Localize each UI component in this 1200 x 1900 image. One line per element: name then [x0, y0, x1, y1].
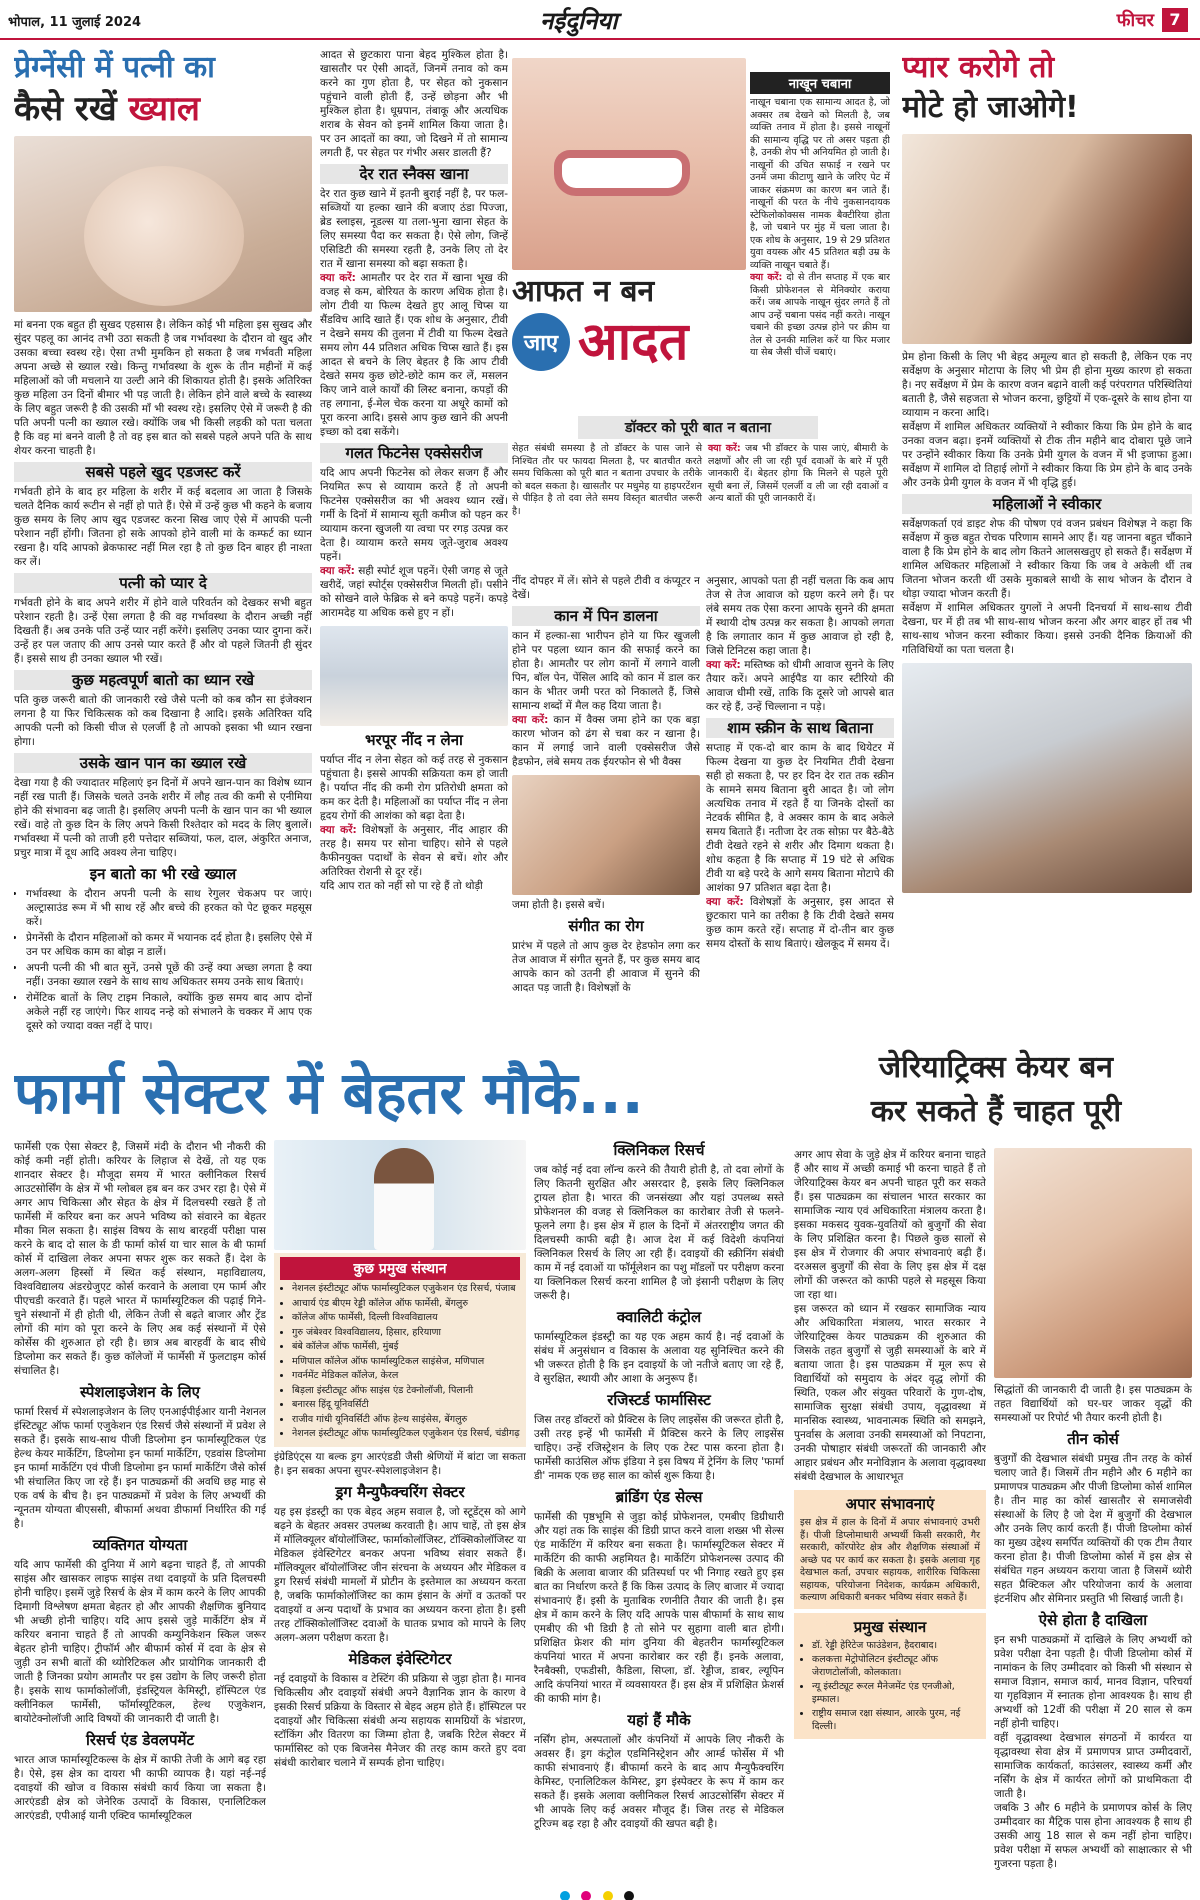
- tip-label: क्या करें:: [512, 714, 549, 726]
- sleeping-woman-photo: [320, 626, 508, 726]
- list-item: • गर्भावस्था के दौरान अपनी पत्नी के साथ रेगुलर चेकअप पर जाएं। अल्ट्रासाउंड रूम में भी साथ रहें और बच्चे की हरकत को पेट छूकर महसूस करें।: [26, 887, 312, 929]
- institutes-heading: कुछ प्रमुख संस्थान: [280, 1257, 520, 1280]
- pregnancy-para-diet: देखा गया है की ज्यादातर महिलाएं इन दिनों में अपने खान-पान का विशेष ध्यान नहीं रख पाती हैं। जिसके चलते उनके शरीर में लौह तत्व की कमी से एनीमिया होने की संभावना बढ़ जाती है। इसलिए अपनी पत्नी के खान पान का भी ख्याल रखें। वाहे तो कुछ दिन के लिए अपने किसी रिश्तेदार को मदद के लिए बुलालें। गर्भावस्था में पत्नी को ताजी हरी पत्तेदार सब्जियां, फल, दाल, अंकुरित अनाज, प्रचुर मात्रा में दूध आदि अवश्य लेना चाहिए।: [14, 777, 312, 859]
- love-para-2: सर्वेक्षण में शामिल अधिकतर व्यक्तियों ने स्वीकार किया कि प्रेम होने के बाद उनका वजन बढ़ा। इनमें व्यक्तियों से टीक तीन महीने बाद दोबारा पूछे जाने पर उन्होंने स्वीकार किया कि उनके प्रेमी युगल के वजन में भी इजाफा हुआ। सर्वेक्षण में शामिल दो तिहाई लोगों ने स्वीकार किया कि प्रेम होने के बाद उनके और उनके प्रेमी युगल के वजन में भी वृद्धि हुई।: [902, 421, 1192, 489]
- pregnancy-intro: मां बनना एक बहुत ही सुखद एहसास है। लेकिन कोई भी महिला इस सुखद और सुंदर पहलू का आनंद तभी उठा सकती है जब गर्भावस्था के दौरान वो खुद और उसका बच्चा स्वस्थ रहे। ऐसा तभी मुमकिन हो सकता है जब गर्भवती महिला अपना अच्छे से ख्याल रखे। किन्तु गर्भावस्था के शुरू के तीन महीनों में कई महिलाओं को जी मचलाने या उल्टी आने की शिकायत होती है। इसके अतिरिक्त कुछ महिला उन दिनों बीमार भी पड़ जाती है। लेकिन होने वाले बच्चे के स्वास्थ्य के लिए बहुत जरूरी है की उसकी माँ भी स्वस्थ रहे। इसलिए ऐसे में जरूरी है की पति अपनी पत्नी का ख्याल रखे। क्योंकि जब भी किसी लड़की को पता चलता है कि वह मां बनने वाली है तो वह इस बात को सबसे पहले अपने पति के साथ शेयर करना चाहती है।: [14, 319, 312, 457]
- pharma-para-clinical: जब कोई नई दवा लॉन्च करने की तैयारी होती है, तो दवा लोगों के लिए कितनी सुरक्षित और असरदार है, इसके लिए क्लिनिकल ट्रायल होता है। भारत की जनसंख्या और यहां उपलब्ध सस्ते प्रोफेशनल की वजह से क्लिनिकल का कारोबार तेजी से फलने-फूलने लगा है। इस क्षेत्र में हाल के दिनों में अंतरराष्ट्रीय जगत की दिलचस्पी काफी बढ़ी है। आज देश में कई विदेशी कंपनियां क्लिनिकल रिसर्च के लिए आ रही हैं। दवाइयों की स्क्रीनिंग संबंधी काम में नई दवाओं या फॉर्मूलेशन का पशु मॉडलों पर परीक्षण करना या क्लिनिकल रिसर्च करना शामिल है जो इंसानी परीक्षण के लिए जरूरी है।: [534, 1164, 784, 1302]
- geriatric-heading-admission: ऐसे होता है दाखिला: [1038, 1611, 1148, 1629]
- geriatric-para-2: इस जरूरत को ध्यान में रखकर सामाजिक न्याय और अधिकारिता मंत्रालय, भारत सरकार ने जेरियाट्रिक्स केयर पाठ्यक्रम की शुरुआत की जिसके तहत बुजुर्गों से जुड़ी समस्याओं के बारे में बताया जाता है। इस पाठ्यक्रम में मूल रूप से विद्यार्थियों को समुदाय के अंदर वृद्ध लोगों की स्थिति, एकल और संयुक्त परिवारों के गुण-दोष, सामाजिक सुरक्षा संबंधी उपाय, वृद्धावस्था में मानसिक स्वास्थ्य, भावनात्मक स्थिति को समझने, पुनर्वास के अलावा उनकी समस्याओं को निपटाना, उनकी पोषाहार संबंधी जरूरतों की जानकारी और आहार प्रबंधन और मनोविज्ञान के अलावा वृद्धावस्था संबंधी देखभाल के आधारभूत: [794, 1303, 986, 1483]
- tip-text: जब भी डॉक्टर के पास जाएं, बीमारी के लक्षणों और ली जा रही पूर्व दवाओं के बारे में पूरी जानकारी दें। बेहतर होगा कि मिलने से पहले पूरी सूची बना लें, जिसमें एलर्जी व ली जा रही दवाओं व अन्य बातों की पूरी जानकारी दें।: [708, 443, 888, 504]
- list-item: • राष्ट्रीय समाज रक्षा संस्थान, आरके पुरम, नई दिल्ली।: [812, 1708, 980, 1733]
- pharma-para-opportunities: नर्सिंग होम, अस्पतालों और कंपनियों में आपके लिए नौकरी के अवसर हैं। ड्रग कंट्रोल एडमिनिस्ट्रेशन और आर्म्ड फोर्सेस में भी काफी संभावनाएं हैं। बीफार्मा करने के बाद आप मैन्युफैक्चरिंग केमिस्ट, एनालिटिकल केमिस्ट, ड्रग इंस्पेक्टर के रूप में काम कर सकते हैं। इसके अलावा क्लीनिकल रिसर्च आउटसोर्सिंग सेक्टर में भी आपके लिए कई अवसर मौजूद हैं। जिस तरह से मेडिकल टूरिज्म बढ़ रहा है और दवाइयों की खपत बढ़ी है।: [534, 1734, 784, 1830]
- nails-tip: [750, 272, 890, 360]
- habits-tip-ear: [512, 713, 700, 769]
- habits-heading-ear: कान में पिन डालना: [512, 606, 700, 626]
- doctor-heading: डॉक्टर को पूरी बात न बताना: [578, 416, 818, 439]
- habits-title-circle: जाए: [512, 313, 570, 371]
- list-item: • कॉलेज ऑफ फार्मेसी, दिल्ली विश्वविद्यालय: [292, 1312, 520, 1325]
- dateline: भोपाल, 11 जुलाई 2024: [8, 15, 142, 30]
- pregnancy-heading-diet: उसके खान पान का ख्याल रखे: [14, 753, 312, 773]
- pharma-para-manufacturing: यह इस इंडस्ट्री का एक बेहद अहम सवाल है, जो स्टूडेंट्स को आगे बढ़ने के बेहतर अवसर उपलब्ध करवाती है। आप चाहें, तो इस क्षेत्र में मॉलिक्यूलर बॉयोलॉजिस्ट, फार्माकोलॉजिस्ट, टॉक्सिकोलॉजिस्ट या मेडिकल इंवेस्टिगेटर बनकर अपना भविष्य संवार सकते हैं। मॉलिक्यूलर बॉयोलॉजिस्ट जीन संरचना के अध्ययन और मेडिकल व ड्रग रिसर्च संबंधी मामलों में प्रोटीन के इस्तेमाल का अध्ययन करता है, जबकि फार्माकोलॉजिस्ट का काम इंसान के अंगों व ऊतकों पर दवाइयों व अन्य पदार्थों के प्रभाव का अध्ययन करना होता है। इसी तरह टॉक्सिकोलॉजिस्ट दवाओं के घातक प्रभाव को मापने के लिए अलग-अलग परीक्षण करता है।: [274, 1505, 526, 1644]
- tip-label: क्या करें:: [706, 659, 741, 671]
- pharma-title: फार्मा सेक्टर में बेहतर मौके...: [14, 1059, 644, 1127]
- habits-tip-screen: [706, 895, 894, 951]
- registration-dot: [603, 1891, 613, 1900]
- habits-para-fitness: यदि आप अपनी फिटनेस को लेकर सजग हैं और नियमित रूप से व्यायाम करते हैं तो अपनी फिटनेस एक्सेसरीज का भी अवश्य ध्यान रखें। गर्मी के दिनों में सामान्य सूती कमीज को पहन कर व्यायाम करना खुजली या त्वचा पर रगड़ उत्पन्न कर देता है। व्यायाम करते समय जूते-जुराब अवश्य पहनें।: [320, 467, 508, 563]
- pharma-para-registered: जिस तरह डॉक्टरों को प्रैक्टिस के लिए लाइसेंस की जरूरत होती है, उसी तरह इन्हें भी फार्मेसी में प्रैक्टिस करने के लिए लाइसेंस चाहिए। उन्हें रजिस्ट्रेशन के लिए एक टेस्ट पास करना होता है। फार्मेसी काउंसिल ऑफ इंडिया ने इस विषय में ट्रेनिंग के लिए 'फार्मा डी' नामक एक छह साल का कोर्स शुरू किया है।: [534, 1414, 784, 1482]
- tip-text: विशेषज्ञों के अनुसार, नींद आहार की तरह है। समय पर सोना चाहिए। सोने से पहले कैफीनयुक्त पदार्थों के सेवन से बचें। शोर और अतिरिक्त रोशनी से दूर रहें।: [320, 824, 508, 878]
- pharma-column-2: [274, 1140, 526, 1892]
- tip-text: दो से तीन सप्ताह में एक बार किसी प्रोफेशनल से मेनिक्योर कराया करें। जब आपके नाखून सुंदर लगते हैं तो आप उन्हें चबाना पसंद नहीं करते। नाखून चबाने की इच्छा उत्पन्न होने पर क्रीम या तेल से उनकी मालिश करें या फिर मजार या सेब जैसी चीजें चबाएं।: [750, 272, 890, 358]
- habits-title-line1: आफत न बन: [512, 274, 655, 309]
- list-item: • राजीव गांधी यूनिवर्सिटी ऑफ हेल्थ साइंसेस, बेंगलुरु: [292, 1414, 520, 1427]
- habits-tip-snacks: [320, 271, 508, 439]
- list-item: • नेशनल इंस्टीट्यूट ऑफ फार्मास्युटिकल एजुकेशन एंड रिसर्च, पंजाब: [292, 1283, 520, 1296]
- habits-column-c: [706, 574, 894, 1034]
- list-item: • अपनी पत्नी की भी बात सुनें, उनसे पूछें की उन्हें क्या अच्छा लगता है क्या नहीं। उनका ख्याल रखने के साथ साथ अधिकतर समय उनके साथ बिताएं।: [26, 961, 312, 989]
- love-para-3: सर्वेक्षणकर्ता एवं डाइट शेफ की पोषण एवं वजन प्रबंधन विशेषज्ञ ने कहा कि सर्वेक्षण में कुछ बहुत रोचक परिणाम सामने आए हैं। यह जानना बहुत चौंकाने वाला है कि प्रेम होने के बाद लोग कितने आलसखतुए हो सकते हैं। सर्वेक्षण में शामिल अधिकतर महिलाओं ने स्वीकार किया कि जब वे अकेली थीं तब जितना भोजन करती थीं उसके मुकाबले साथी के साथ भोजन के दौरान वे थोड़ा ज्यादा भोजन करती हैं।: [902, 518, 1192, 600]
- geriatric-heading-courses: तीन कोर्स: [1067, 1430, 1119, 1448]
- list-item: • गुरु जंबेश्वर विश्वविद्यालय, हिसार, हरियाणा: [292, 1327, 520, 1340]
- pharma-heading-registered: रजिस्टर्ड फार्मासिस्ट: [607, 1391, 711, 1409]
- pharma-heading-clinical: क्लिनिकल रिसर्च: [613, 1141, 705, 1159]
- tip-label: क्या करें:: [320, 272, 356, 284]
- list-item: • आचार्य एंड बीएम रेड्डी कॉलेज ऑफ फार्मेसी, बेंगलुरु: [292, 1298, 520, 1311]
- pregnancy-title-part-a: कैसे रखें: [14, 89, 117, 129]
- pharma-heading-investigator: मेडिकल इंवेस्टिगेटर: [348, 1649, 452, 1668]
- page-number: 7: [1162, 8, 1188, 32]
- scientist-figure: [374, 1148, 434, 1250]
- pharma-column-1: [14, 1140, 266, 1892]
- tip-label: क्या करें:: [708, 443, 741, 454]
- registration-dot: [624, 1891, 634, 1900]
- pharma-para-rd: भारत आज फार्मास्यूटिकल्स के क्षेत्र में काफी तेजी के आगे बढ़ रहा है। ऐसे, इस क्षेत्र का दायरा भी काफी व्यापक है। यहां नई-नई दवाइयों की खोज व विकास संबंधी कार्य किया जा सकता है। आरएंडडी क्षेत्र को जेनेरिक उत्पादों के विकास, एनालिटिकल आरएंडडी, एपीआई यानी एक्टिव फार्मास्यूटिकल: [14, 1754, 266, 1822]
- pharma-para-quality: फार्मास्यूटिकल इंडस्ट्री का यह एक अहम कार्य है। नई दवाओं के संबंध में अनुसंधान व विकास के अलावा यह सुनिश्चित करने की भी जरूरत होती है कि इन दवाइयों के जो नतीजे बताए जा रहे हैं, वे सुरक्षित, स्थायी और आशा के अनुरूप हैं।: [534, 1331, 784, 1385]
- pregnancy-title-line1: प्रेग्नेंसी में पत्नी का: [14, 50, 215, 85]
- list-item: • कलकत्ता मेट्रोपोलिटन इंस्टीट्यूट ऑफ जेराणटोलॉजी, कोलकाता।: [812, 1654, 980, 1679]
- section-label: फीचर: [1116, 10, 1154, 31]
- doctor-left-text: सेहत संबंधी समस्या है तो डॉक्टर के पास जाने से निश्चित तौर पर फायदा मिलता है, पर बातचीत करते समय चिकित्सा को पूरी बात न बताना उपचार के तरीके को बदल सकता है। खासतौर पर मधुमेह या हाइपरटेंशन से पीड़ित है तो दवा लेते समय विस्तृत बातचीत जरूरी है।: [512, 443, 702, 517]
- pregnancy-para-adjust: गर्भवती होने के बाद हर महिला के शरीर में कई बदलाव आ जाता है जिसके चलते दैनिक कार्य रूटीन से नहीं हो पाते हैं। ऐसे में उन्हें कुछ भी कहने के बजाय कुछ समय के लिए आप खुद एडजस्ट करना सिख जाए ऐसे में आपकी पत्नी परेशान नहीं होंगी। जितना हो सके आपको होने वाली मां के कम्फर्ट का ध्यान रखना है। यदि आपको ब्रेकफास्ट नहीं मिल रहा है तो कुछ दिन बाहर ही नाश्ता कर लें।: [14, 486, 312, 568]
- geriatric-institutes-list: [800, 1640, 980, 1734]
- habits-para-snacks: देर रात कुछ खाने में इतनी बुराई नहीं है, पर फल-सब्जियों या हल्का खाने की बजाए ठंडा पिज्जा, ब्रेड स्लाइस, नूडल्स या तला-भुना खाना सेहत के लिए समस्या पैदा कर सकता है। ऐसे लोग, जिन्हें एसिडिटी की समस्या रहती है, उनके लिए तो देर रात में खाना समस्या को बढ़ा सकता है।: [320, 188, 508, 270]
- love-article: [902, 48, 1192, 1033]
- list-item: • बिड़ला इंस्टीट्यूट ऑफ साइंस एंड टेक्नोलॉजी, पिलानी: [292, 1385, 520, 1398]
- geriatric-title-line1: जेरियाट्रिक्स केयर बन: [878, 1050, 1114, 1085]
- list-item: • डॉ. रेड्डी हेरिटेज फाउंडेशन, हैदराबाद।: [812, 1640, 980, 1653]
- habits-intro: आदत से छुटकारा पाना बेहद मुश्किल होता है। खासतौर पर ऐसी आदतें, जिनमें तनाव को कम करने का गुण होता है, पर सेहत को नुकसान पहुंचाने वाली होती हैं, उन्हें छोड़ना और भी मुश्किल होता है। धूम्रपान, तंबाकू और अत्यधिक शराब के सेवन को इनमें शामिल किया जाता है। पर उन आदतों का क्या, जो दिखने में तो सामान्य लगती हैं, पर सेहत पर गंभीर असर डालती हैं?: [320, 49, 508, 159]
- list-item: • गवर्नमेंट मेडिकल कॉलेज, केरल: [292, 1370, 520, 1383]
- love-para-4: सर्वेक्षण में शामिल अधिकतर युगलों ने अपनी दिनचर्या में साथ-साथ टीवी देखना, घर में ही तब भी साथ-साथ भोजन करना और अगर बाहर हों तब भी साथ-साथ भोजन करना स्वीकार किया। इससे उनकी दैनिक क्रियाओं की गतिविधियों का पता चलता है।: [902, 602, 1192, 656]
- pregnancy-title-line2: [14, 88, 312, 130]
- pharma-para-specialization: फार्मा रिसर्च में स्पेशलाइजेशन के लिए एनआईपीईआर यानी नेशनल इंस्टिट्यूट ऑफ फार्मा एजुकेशन एंड रिसर्च जैसे संस्थानों में प्रवेश ले सकते हैं। इसके साथ-साथ पीजी डिप्लोमा इन फार्मास्यूटिकल एंड हेल्थ केयर मार्केटिंग, डिप्लोमा इन फार्मा मार्केटिंग, एडवांस डिप्लोमा इन फार्मा मार्केटिंग एवं पीजी डिप्लोमा इन फार्मा मार्केटिंग जैसे कोर्स भी संचालित किए जा रहे हैं। इन पाठ्यक्रमों की अवधि छह माह से एक वर्ष के बीच है। इन पाठ्यक्रमों में प्रवेश के लिए अभ्यर्थी की न्यूनतम योग्यता बीएससी, बीफार्मा अथवा डीफार्मा निर्धारित की गई है।: [14, 1406, 266, 1530]
- pharma-heading-qualification: व्यक्तिगत योग्यता: [92, 1536, 188, 1554]
- doctor-section: [512, 416, 892, 576]
- habits-tip-sleep: [320, 823, 508, 879]
- love-title-line1: प्यार करोगे तो: [902, 50, 1055, 85]
- tip-text: आमतौर पर देर रात में खाना भूख की वजह से कम, बोरियत के कारण अधिक होता है। लोग टीवी या फिल्म देखते हुए आलू चिप्स या सैंडविच आदि खाते हैं। एक शोध के अनुसार, टीवी न देखने समय की तुलना में टीवी या फिल्म देखते समय लोग 44 प्रतिशत अधिक चिप्स खाते हैं। इस आदत से बचने के लिए बेहतर है कि आप टीवी देखते समय कुछ छोटे-छोटे काम कर लें, मसलन किए जाने वाले कार्यों की लिस्ट बनाना, कपड़ों की तह लगाना, ई-मेल चेक करना या अधूरे कामों को पूरा करना आदि। इससे आप कुछ खाने की अपनी इच्छा को दबा सकेंगे।: [320, 272, 508, 438]
- nails-text: नाखून चबाना एक सामान्य आदत है, जो अक्सर तब देखने को मिलती है, जब व्यक्ति तनाव में होता है। इससे नाखूनों की सामान्य वृद्धि पर तो असर पड़ता ही है, उनकी शेप भी अनियमित हो जाती है। नाखूनों की उचित सफाई न रखने पर उनमें जमा कीटाणु खाने के जरिए पेट में जाकर संक्रमण का कारण बन जाते हैं। नाखूनों की परत के नीचे नुकसानदायक स्टेफिलोकोक्सस नामक बैक्टीरिया होता है, जो चबाने पर मुंह में चला जाता है। एक शोध के अनुसार, 19 से 29 प्रतिशत युवा वयस्क और 45 प्रतिशत बड़ी उम्र के व्यक्ति नाखून चबाते हैं।: [750, 97, 890, 271]
- love-para-1: प्रेम होना किसी के लिए भी बेहद अमूल्य बात हो सकती है, लेकिन एक नए सर्वेक्षण के अनुसार मोटापा के लिए भी प्रेम ही होना मुख्य कारण हो सकता है। नए सर्वेक्षण में प्रेम के कारण वजन बढ़ाने वाली कई परंपरागत परिस्थितियां बताती है, जैसे सहजता से भोजन करना, छुट्टियों में एक-दूसरे के साथ होना या व्यायाम न करना आदि।: [902, 351, 1192, 419]
- belly-shape: [84, 166, 244, 306]
- teeth-biting-photo: [512, 58, 746, 270]
- habits-title-big: आदत: [578, 312, 689, 372]
- geriatric-heading-opportunities: अपार संभावनाएं: [845, 1495, 935, 1513]
- pregnancy-para-love: गर्भवती होने के बाद अपने शरीर में होने वाले परिवर्तन को देखकर सभी बहुत परेशान रहती है। उन्हें ऐसा लगता है की वह गर्भावस्था के दौरान अच्छी नहीं दिखती हैं। अब उनके पति उन्हें प्यार नहीं करेंगे। इसलिए उनका प्यार दुगना करें। उन्हें हर पल जताए की आप उनसे प्यार करते हैं और वो पहले जितनी ही सुंदर हैं। इससे साथ ही उनका ख्याल भी रखें।: [14, 597, 312, 665]
- list-item: • प्रेगनेंसी के दौरान महिलाओं को कमर में भयानक दर्द होता है। इसलिए ऐसे में उन पर अधिक काम का बोझ न डालें।: [26, 931, 312, 959]
- pharma-heading-manufacturing: ड्रग मैन्युफैक्चरिंग सेक्टर: [335, 1482, 465, 1501]
- habits-ear-end: जमा होती है। इससे बचें।: [512, 899, 605, 911]
- pregnancy-tips-list: [14, 887, 312, 1033]
- habits-para-ear: कान में हल्का-सा भारीपन होने या फिर खुजली होने पर पहला ध्यान कान की सफाई करने का होता है। आमतौर पर लोग कानों में लगाने वाली पिन, बॉल पेन, पेंसिल आदि को कान में डाल कर कान के भीतर जमी परत को निकालते हैं, जिसे सामान्य शब्दों में मैल कह दिया जाता है।: [512, 630, 700, 712]
- pharma-para-branding: फार्मेसी की पृष्ठभूमि से जुड़ा कोई प्रोफेशनल, एमबीए डिग्रीधारी और यहां तक कि साइंस की डिग्री प्राप्त करने वाला शख्स भी सेल्स एंड मार्केटिंग में करियर बना सकता है। फार्मास्यूटिकल सेक्टर में मार्केटिंग की काफी अहमियत है। मार्केटिंग प्रोफेशनल्स उत्पाद की बिक्री के अलावा बाजार की प्रतिस्पर्धा पर भी निगाह रखते हुए इस बात का निर्धारण करते हैं कि किस उत्पाद के लिए बाजार में ज्यादा संभावनाएं हैं। इसी के मुताबिक रणनीति तैयार की जाती है। इस क्षेत्र में काम करने के लिए यदि आपके पास बीफार्मा के साथ साथ एमबीए की भी डिग्री है तो सोने पर सुहागा वाली बात होगी। प्रशिक्षित फ्रेशर की मांग दुनिया की बेहतरीन फार्मास्यूटिकल कंपनियां भारत में अपना कारोबार कर रही हैं। इनके अलावा, रैनबैक्सी, एफडीसी, कैडिला, सिप्ला, डॉ. रेड्डीज, डाबर, ल्यूपिन आदि कंपनियां भारत में व्यवसायरत हैं। इस क्षेत्र में प्रशिक्षित फ्रेशर्स की काफी मांग है।: [534, 1511, 784, 1705]
- habits-title: [512, 272, 748, 412]
- print-registration-marks: [0, 1886, 1200, 1900]
- masthead: नईदुनिया: [540, 6, 618, 35]
- habits-column-a: [320, 48, 508, 1033]
- registration-dot: [560, 1891, 570, 1900]
- geriatric-para-3: सिद्धांतों की जानकारी दी जाती है। इस पाठ्यक्रम के तहत विद्यार्थियों को घर-घर जाकर वृद्धों की समस्याओं पर रिपोर्ट भी तैयार करनी होती है।: [994, 1384, 1192, 1424]
- pharma-para-investigator: नई दवाइयों के विकास व टेस्टिंग की प्रक्रिया से जुड़ा होता है। मानव चिकित्सीय और दवाइयों संबंधी अपने वैज्ञानिक ज्ञान के कारण वे इसकी रिसर्च प्रक्रिया के विस्तार से बेहद अहम होते हैं। हॉस्पिटल पर दवाइयों और चिकित्सा संबंधी अन्य सहायक सामग्रियों के भंडारण, स्टॉकिंग और वितरण का जिम्मा होता है, जबकि रिटेल सेक्टर में फार्मासिस्ट को एक बिजनेस मैनेजर की तरह काम करते हुए दवा संबंधी कारोबार चलाने में सम्पर्क होना चाहिए।: [274, 1672, 526, 1769]
- tip-text: विशेषज्ञों के अनुसार, इस आदत से छुटकारा पाने का तरीका है कि टीवी देखते समय कुछ काम करते रहें। सप्ताह में दो-तीन बार कुछ समय दोस्तों के साथ बिताएं। खेलकूद में समय दें।: [706, 896, 894, 950]
- pregnancy-heading-important: कुछ महत्वपूर्ण बातो का ध्यान रखे: [14, 670, 312, 690]
- love-heading-women: महिलाओं ने स्वीकार: [902, 494, 1192, 514]
- page-header: [0, 0, 1200, 40]
- pregnancy-article: [14, 48, 312, 1033]
- lab-scientist-photo: [274, 1140, 526, 1250]
- geriatric-para-admission-2: वहीं वृद्धावस्था देखभाल संगठनों में कार्यरत या वृद्धावस्था सेवा क्षेत्र में प्रमाणपत्र प्राप्त उम्मीदवारों, सामाजिक कार्यकर्ता, काउंसलर, स्वास्थ्य कर्मी और नर्सिंग के क्षेत्र में कार्यरत लोगों को प्राथमिकता दी जाती है।: [994, 1732, 1192, 1800]
- habits-para-sleep: पर्याप्त नींद न लेना सेहत को कई तरह से नुकसान पहुंचाता है। इससे आपकी सक्रियता कम हो जाती है। पर्याप्त नींद की कमी रोग प्रतिरोधी क्षमता को कम कर देती है। महिलाओं का पर्याप्त नींद न लेना हृदय रोगों की आशंका को बढ़ा देता है।: [320, 754, 508, 822]
- geriatric-opportunities-box: [794, 1490, 986, 1609]
- pregnancy-title-part-b: ख्याल: [128, 89, 200, 129]
- geriatric-column-1: [794, 1148, 986, 1892]
- geriatric-para-opportunities: इस क्षेत्र में हाल के दिनों में अपार संभावनाएं उभरी हैं। पीजी डिप्लोमाधारी अभ्यर्थी किसी सरकारी, गैर सरकारी, कॉरपोरेट क्षेत्र और शैक्षणिक संस्थाओं में अच्छे पद पर कार्य कर सकता है। इसके अलावा गृह देखभाल कर्ता, उपचार सहायक, शारीरिक चिकित्सा सहायक, परियोजना निदेशक, कार्यक्रम अधिकारी, कल्याण अधिकारी बनकर भविष्य संवार सकते हैं।: [800, 1517, 980, 1603]
- pharma-para-qualification: यदि आप फार्मेसी की दुनिया में आगे बढ़ना चाहते हैं, तो आपकी साइंस और खासकर लाइफ साइंस तथा दवाइयों के प्रति दिलचस्पी होनी चाहिए। इसमें जुड़े रिसर्च के क्षेत्र में काम करने के लिए आपकी दिमागी विश्लेषण क्षमता बेहतर हो और आपकी शैक्षणिक बुनियाद भी अच्छी होनी चाहिए। यदि आप इससे जुड़े मार्केटिंग क्षेत्र में करियर बनाना चाहते हैं तो आपकी कम्युनिकेशन स्किल जरूर बेहतर होनी चाहिए। ट्रीफॉर्म और बीफार्म कोर्स में दवा के क्षेत्र से जुड़ी उन सभी बातों की थ्योरिटिकल और प्रायोगिक जानकारी दी जाती है जिनका प्रयोग आमतौर पर इस उद्योग के लिए जरूरी होता है। इसके साथ फार्माकोलॉजी, इंडस्ट्रियल केमिस्ट्री, हॉस्पिटल एंड क्लीनिकल फार्मेसी, फॉर्मास्यूटिकल, हेल्थ एजुकेशन, बायोटेक्नोलॉजी आदि विषयों की जानकारी दी जाती है।: [14, 1559, 266, 1725]
- habits-heading-music: संगीत का रोग: [568, 917, 644, 935]
- habits-loud-text: अनुसार, आपको पता ही नहीं चलता कि कब आप तेज से तेज आवाज को ग्रहण करने लगे हैं। पर लंबे समय तक ऐसा करना आपके सुनने की क्षमता में स्थायी दोष उत्पन्न कर सकता है। आपको लगता है कि लगातार कान में कुछ आवाज हो रही है, जिसे टिनिटस कहा जाता है।: [706, 575, 894, 657]
- pharma-heading-opportunities: यहां हैं मौके: [627, 1711, 691, 1729]
- habits-sleep-continued: यदि आप रात को नहीं सो पा रहे हैं तो थोड़ी: [320, 880, 483, 892]
- pregnancy-heading-adjust: सबसे पहले खुद एडजस्ट करें: [14, 462, 312, 482]
- header-rule: [0, 38, 1200, 40]
- pharma-ingredients: इंग्रेडिएंट्स या बल्क ड्रग आरएंडडी जैसी श्रेणियों में बांटा जा सकता है। इन सबका अपना सुपर-स्पेशलाइजेशन है।: [274, 1450, 526, 1477]
- geriatric-para-admission-3: जबकि 3 और 6 महीने के प्रमाणपत्र कोर्स के लिए उम्मीदवार का मैट्रिक पास होना आवश्यक है साथ ही उसकी आयु 18 साल से कम नहीं होना चाहिए। प्रवेश परीक्षा में सफल अभ्यर्थी को साक्षात्कार से भी गुजरना पड़ता है।: [994, 1802, 1192, 1870]
- geriatric-para-1: अगर आप सेवा के जुड़े क्षेत्र में करियर बनाना चाहते हैं और साथ में अच्छी कमाई भी करना चाहते हैं तो जेरियाट्रिक्स केयर बन अपनी चाहत पूरी कर सकते हैं। इस पाठ्यक्रम का संचालन भारत सरकार का सामाजिक न्याय एवं अधिकारिता मंत्रालय करता है। इसका मकसद युवक-युवतियों को बुजुर्गों की सेवा के लिए प्रशिक्षित करना है। पिछले कुछ सालों से इस क्षेत्र में रोजगार की अपार संभावनाएं बढ़ी हैं। दरअसल बुजुर्गों की सेवा के लिए इस क्षेत्र में दक्ष लोगों की जरूरत को काफी पहले से महसूस किया जा रहा था।: [794, 1149, 986, 1301]
- geriatric-title-line2: कर सकते हैं चाहत पूरी: [870, 1094, 1122, 1129]
- pharma-heading-quality: क्वालिटी कंट्रोल: [616, 1308, 702, 1326]
- pharma-intro: फार्मेसी एक ऐसा सेक्टर है, जिसमें मंदी के दौरान भी नौकरी की कोई कमी नहीं होती। करियर के लिहाज से देखें, तो यह एक शानदार सेक्टर है। मौजूदा समय में भारत क्लीनिकल रिसर्च आउटसोर्सिंग के क्षेत्र में भी ग्लोबल हब बन कर उभर रहा है। ऐसे में अगर आप चिकित्सा और सेहत के क्षेत्र में दिलचस्पी रखते हैं तो फार्मेसी में करियर बना कर अपने भविष्य को संवारने का बेहतर मौका मिल सकता है। साइंस विषय के साथ बारहवीं परीक्षा पास करने के बाद दो साल के डी फार्मा कोर्स या चार साल के बी फार्मा कोर्स में दाखिला लेकर अपना सफर शुरू कर सकते हैं। देश के अलग-अलग हिस्सों में स्थित कई संस्थान, महाविद्यालय, विश्वविद्यालय अंडरग्रेजुएट कोर्स करवाने के अलावा एम फार्म और पीएचडी करवाते हैं। पहले भारत में फार्मास्यूटिकल की पढ़ाई गिने-चुने संस्थानों में ही होती थी, लेकिन तेजी से बढ़ते बाजार और ट्रेंड लोगों की मांग को पूरा करने के लिए अब कई संस्थानों में ऐसे कोर्सेस की शुरुआत हो रही है। छात्र अब बारहवीं के बाद सीधे डिप्लोमा कर सकते हैं। कुछ कॉलेजों में फार्मेसी में फुलटाइम कोर्स संचालित है।: [14, 1141, 266, 1377]
- geriatric-column-2: [994, 1148, 1192, 1892]
- list-item: • न्यू इंस्टीट्यूट रूरल मैनेजमेंट एंड एनजीओ, इम्फाल।: [812, 1681, 980, 1706]
- doctor-right-text: [708, 443, 888, 518]
- tip-label: क्या करें:: [750, 272, 783, 283]
- pharma-heading-specialization: स्पेशलाइजेशन के लिए: [80, 1383, 200, 1401]
- couple-on-bed-photo: [902, 663, 1192, 893]
- geriatric-title: [800, 1046, 1192, 1142]
- tip-label: क्या करें:: [320, 565, 355, 577]
- pharma-column-3: [534, 1140, 784, 1892]
- tip-text: सही स्पोर्ट शूज पहनें। ऐसी जगह से जूते खरीदें, जहां स्पोर्ट्स एक्सेसरीज मिलती हों। पसीने को सोखने वाले फेब्रिक से बने कपड़े पहनें। कपड़े आरामदेह या अधिक कसे हुए न हों।: [320, 565, 508, 619]
- list-item: • रोमेंटिक बातों के लिए टाइम निकाले, क्योंकि कुछ समय बाद आप दोनों अकेले नहीं रह जाएंगे। फिर शायद नन्हे को संभालने के चक्कर में आप एक दूसरे को ज्यादा वक्त नहीं दे पाए।: [26, 991, 312, 1033]
- habits-tip-fitness: [320, 564, 508, 620]
- geriatric-institutes-box: [794, 1613, 986, 1740]
- teeth-shape: [562, 158, 682, 188]
- tip-label: क्या करें:: [706, 896, 744, 908]
- habits-heading-sleep: भरपूर नींद न लेना: [365, 731, 463, 749]
- habits-heading-snacks: देर रात स्नैक्स खाना: [320, 164, 508, 184]
- habits-para-screen: सप्ताह में एक-दो बार काम के बाद थियेटर में फिल्म देखना या कुछ देर नियमित टीवी देखना सही हो सकता है, पर हर दिन देर रात तक स्क्रीन के सामने समय बिताना बुरी आदत है। जो लोग अत्यधिक तनाव में रहते हैं या जिनके दोस्तों का नेटवर्क सीमित है, वे अक्सर काम के बाद अकेले समय बिताते हैं। नतीजा देर तक सोफ़ा पर बैठे-बैठे टीवी देखते रहने से शरीर और दिमाग थकता है। शोध कहता है कि सप्ताह में 19 घंटे से अधिक टीवी या बड़े परदे के आगे समय बिताना मोटापे की आशंका 97 प्रतिशत बढ़ा देता है।: [706, 742, 894, 894]
- institutes-list: [280, 1283, 520, 1441]
- habits-tip-loud: [706, 658, 894, 714]
- registration-dot: [581, 1891, 591, 1900]
- habits-night-text: नींद दोपहर में लें। सोने से पहले टीवी व कंप्यूटर न देखें।: [512, 575, 700, 601]
- pregnancy-para-important: पति कुछ जरूरी बातो की जानकारी रखे जैसे पत्नी को कब कौन सा इंजेक्शन लगना है या फिर चिकित्सक को कब दिखाना है आदि। इसके अतिरिक्त यदि आपकी पत्नी को किसी चीज से एलर्जी है तो आपको इसका भी ध्यान रखना होगा।: [14, 694, 312, 748]
- list-item: • मणिपाल कॉलेज ऑफ फार्मास्युटिकल साइंसेज, मणिपाल: [292, 1356, 520, 1369]
- list-item: • नेशनल इंस्टीट्यूट ऑफ फार्मास्युटिकल एजुकेशन एंड रिसर्च, चंडीगढ़: [292, 1428, 520, 1441]
- love-title-line2: मोटे हो जाओगे!: [902, 90, 1079, 125]
- geriatric-para-courses: बुजुर्गों की देखभाल संबंधी प्रमुख तीन तरह के कोर्स चलाए जाते हैं। जिसमें तीन महीने और 6 महीने का प्रमाणपत्र पाठ्यक्रम और पीजी डिप्लोमा कोर्स शामिल है। तीन माह का कोर्स खासतौर से समाजसेवी संस्थाओं के लिए है जो देश में बुजुर्गों की देखभाल और उनके लिए कार्य करती हैं। पीजी डिप्लोमा कोर्स का मुख्य उद्देश्य समर्पित व्यक्तियों की एक टीम तैयार करना होता है। पीजी डिप्लोमा कोर्स में इस क्षेत्र से संबंधित गहन अध्ययन कराया जाता है जिसमें थ्योरी सहत प्रैक्टिकल और परियोजना कार्य के अलावा इंटर्नशिप और सेमिनार प्रस्तुति भी सिखाई जाती है।: [994, 1453, 1192, 1605]
- institutes-box: [274, 1253, 526, 1447]
- list-item: • बंबे कॉलेज ऑफ फार्मेसी, मुंबई: [292, 1341, 520, 1354]
- pregnancy-heading-tips: इन बातो का भी रखे ख्याल: [89, 865, 237, 883]
- couple-photo: [902, 134, 1192, 344]
- geriatric-heading-institutes: प्रमुख संस्थान: [853, 1617, 927, 1636]
- geriatric-para-admission: इन सभी पाठ्यक्रमों में दाखिले के लिए अभ्यर्थी को प्रवेश परीक्षा देना पड़ती है। पीजी डिप्लोमा कोर्स में नामांकन के लिए उम्मीदवार को किसी भी संस्थान से समाज विज्ञान, समाज कार्य, मानव विज्ञान, परिचर्या या गृहविज्ञान में स्नातक होना आवश्यक है। साथ ही अभ्यर्थी को 12वीं की परीक्षा में 20 साल से कम नहीं होनी चाहिए।: [994, 1634, 1192, 1730]
- tip-label: क्या करें:: [320, 824, 357, 836]
- earphone-woman-photo: [512, 775, 700, 895]
- helping-hands-photo: [994, 1148, 1192, 1378]
- habits-heading-screen: शाम स्क्रीन के साथ बिताना: [706, 718, 894, 738]
- pregnant-belly-photo: [14, 136, 312, 312]
- pregnancy-heading-love: पत्नी को प्यार दे: [14, 573, 312, 593]
- nails-sidebar: [750, 72, 890, 422]
- pharma-heading-branding: ब्रांडिंग एंड सेल्स: [615, 1488, 703, 1506]
- habits-title-line2: [512, 312, 748, 372]
- nails-badge: नाखून चबाना: [750, 72, 890, 94]
- habits-heading-fitness: गलत फिटनेस एक्सेसरीज: [320, 443, 508, 463]
- pharma-heading-rd: रिसर्च एंड डेवलपमेंट: [85, 1731, 195, 1749]
- habits-column-b: [512, 574, 700, 1034]
- tip-text: मस्तिष्क को धीमी आवाज सुनने के लिए तैयार करें। अपने आईपैड या कार स्टीरियो की आवाज धीमी रखें, ताकि कि दूसरे जो आपसे बात कर रहे हैं, उन्हें चिल्लाना न पड़े।: [706, 659, 894, 713]
- tip-text: कान में वैक्स जमा होने का एक बड़ा कारण भोजन को ढंग से चबा कर न खाना है। कान में लगाई जाने वाली एक्सेसरीज जैसे हैडफोन, लंबे समय तक ईयरफोन से भी वैक्स: [512, 714, 700, 768]
- list-item: • बनारस हिंदू यूनिवर्सिटी: [292, 1399, 520, 1412]
- habits-para-music: प्रारंभ में पहले तो आप कुछ देर हेडफोन लगा कर तेज आवाज में संगीत सुनते हैं, पर कुछ समय बाद आपके कान को उतनी ही आवाज में सुनने की आदत पड़ जाती है। विशेषज्ञों के: [512, 940, 700, 994]
